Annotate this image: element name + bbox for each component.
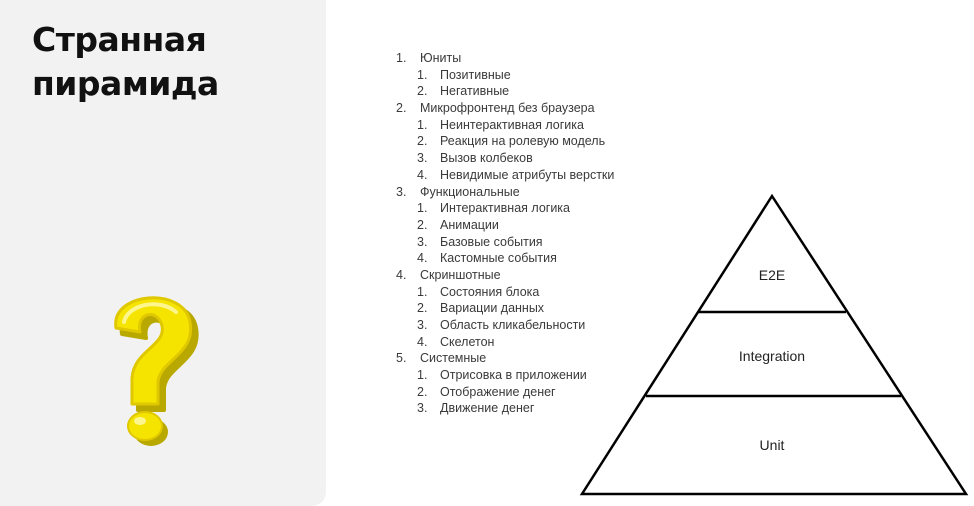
outline-subitem-label: Позитивные: [440, 67, 511, 82]
outline-subitem-label: Состояния блока: [440, 284, 540, 299]
pyramid-label-integration: Integration: [738, 348, 806, 364]
outline-subitem-number: 2.: [417, 384, 428, 399]
outline-subitem-number: 2.: [417, 134, 428, 149]
outline-section-label: Функциональные: [420, 184, 520, 199]
outline-subitem-number: 2.: [417, 301, 428, 316]
title-line-1: Странная: [32, 20, 207, 59]
outline-section-label: Микрофронтенд без браузера: [420, 101, 595, 116]
outline-subitem-number: 3.: [417, 401, 428, 416]
outline-section-number: 3.: [396, 184, 407, 199]
outline-section-number: 5.: [396, 351, 407, 366]
outline-subitem-number: 1.: [417, 284, 428, 299]
outline-subitem-number: 3.: [417, 318, 428, 332]
outline-subitem-number: 1.: [417, 201, 428, 216]
outline-subitem-label: Отрисовка в приложении: [440, 368, 587, 383]
outline-subitem-number: 1.: [417, 117, 428, 132]
outline-subitem-number: 3.: [417, 151, 428, 166]
outline-section-number: 2.: [396, 101, 407, 116]
outline-subitem-label: Реакция на ролевую модель: [440, 134, 606, 149]
outline-subitem-number: 4.: [417, 167, 428, 182]
question-mark-3d-icon: [90, 282, 200, 452]
outline-subitem-label: Отображение денег: [440, 384, 556, 399]
outline-section-number: 1.: [396, 51, 407, 65]
outline-subitem-number: 1.: [417, 67, 428, 82]
pyramid-label-e2e: E2E: [758, 267, 786, 283]
outline-subitem-number: 4.: [417, 251, 428, 266]
test-pyramid-diagram: [578, 192, 970, 498]
outline-subitem-number: 1.: [417, 368, 428, 383]
outline-subitem-label: Кастомные события: [440, 251, 557, 266]
left-panel: [0, 0, 326, 506]
outline-subitem-number: 4.: [417, 334, 428, 349]
outline-subitem-label: Анимации: [440, 217, 499, 232]
outline-subitem-label: Область кликабельности: [440, 318, 586, 332]
outline-subitem-label: Интерактивная логика: [440, 201, 571, 216]
outline-subitem-label: Невидимые атрибуты верстки: [440, 167, 615, 182]
outline-subitem-label: Вызов колбеков: [440, 151, 533, 166]
outline-subitem-number: 3.: [417, 234, 428, 249]
outline-section-number: 4.: [396, 267, 407, 282]
outline-subitem-label: Скелетон: [440, 334, 495, 349]
outline-subitem-label: Неинтерактивная логика: [440, 117, 584, 132]
outline-subitem-label: Движение денег: [440, 401, 535, 416]
outline-section-label: Скриншотные: [420, 267, 501, 282]
outline-subitem-label: Базовые события: [440, 234, 543, 249]
outline-section-label: Системные: [420, 351, 487, 366]
outline-section-label: Юниты: [420, 51, 462, 65]
pyramid-label-unit: Unit: [759, 437, 785, 453]
outline-subitem-label: Негативные: [440, 84, 510, 99]
slide-title: [32, 18, 219, 106]
title-line-2: пирамида: [32, 64, 219, 103]
outline-subitem-label: Вариации данных: [440, 301, 545, 316]
outline-subitem-number: 2.: [417, 84, 428, 99]
outline-subitem-number: 2.: [417, 217, 428, 232]
